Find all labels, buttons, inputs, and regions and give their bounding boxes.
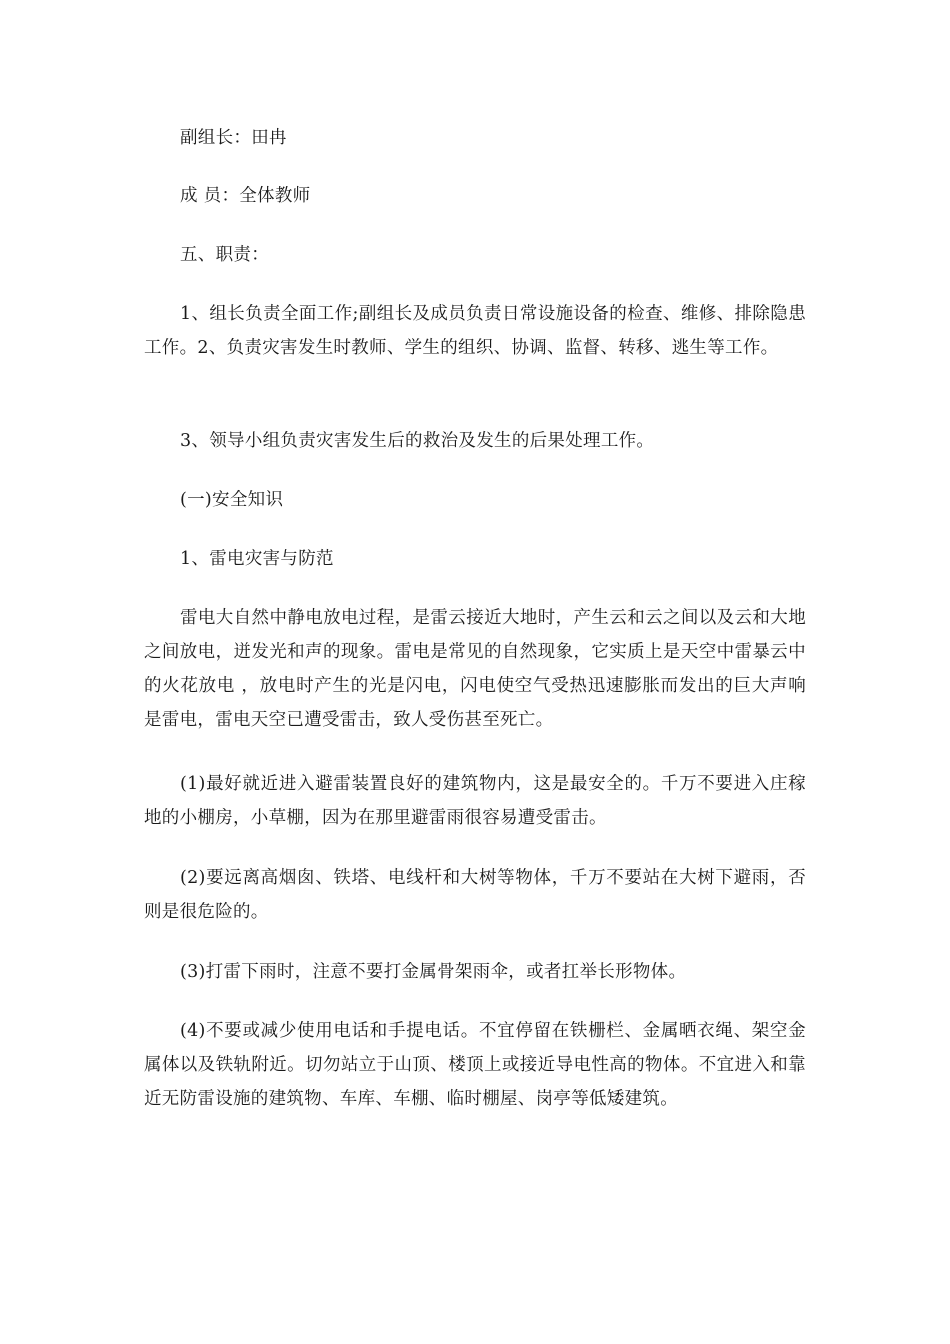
lightning-section-heading: 1、雷电灾害与防范 — [180, 549, 334, 569]
lightning-description-paragraph: 雷电大自然中静电放电过程，是雷云接近大地时，产生云和云之间以及云和大地之间放电，迸发光和声的现象。雷电是常见的自然现象，它实质上是天空中雷暴云中的火花放电 ，放电时产生的光是闪电，闪电使空气受热迅速膨胀而发出的巨大声响是雷电，雷电天空已遭受雷击，致人受伤甚至死亡。 — [144, 608, 806, 730]
safety-tip-1: (1)最好就近进入避雷装置良好的建筑物内，这是最安全的。千万不要进入庄稼地的小棚房，小草棚，因为在那里避雷雨很容易遭受雷击。 — [144, 774, 806, 828]
safety-tip-4: (4)不要或减少使用电话和手提电话。不宜停留在铁栅栏、金属晒衣绳、架空金属体以及铁轨附近。切勿站立于山顶、楼顶上或接近导电性高的物体。不宜进入和靠近无防雷设施的建筑物、车库、车棚、临时棚屋、岗亭等低矮建筑。 — [144, 1021, 806, 1109]
duties-heading: 五、职责： — [180, 245, 269, 265]
deputy-leader-line: 副组长：田冉 — [180, 128, 287, 148]
members-line: 成 员：全体教师 — [180, 186, 311, 206]
safety-tip-3: (3)打雷下雨时，注意不要打金属骨架雨伞，或者扛举长形物体。 — [180, 962, 687, 982]
duties-paragraph-3: 3、领导小组负责灾害发生后的救治及发生的后果处理工作。 — [180, 431, 655, 451]
safety-tip-2: (2)要远离高烟囱、铁塔、电线杆和大树等物体，千万不要站在大树下避雨，否则是很危险的。 — [144, 868, 806, 922]
safety-knowledge-heading: (一)安全知识 — [180, 490, 284, 510]
duties-paragraph-1-2: 1、组长负责全面工作;副组长及成员负责日常设施设备的检查、维修、排除隐患工作。2、负责灾害发生时教师、学生的组织、协调、监督、转移、逃生等工作。 — [144, 304, 806, 358]
